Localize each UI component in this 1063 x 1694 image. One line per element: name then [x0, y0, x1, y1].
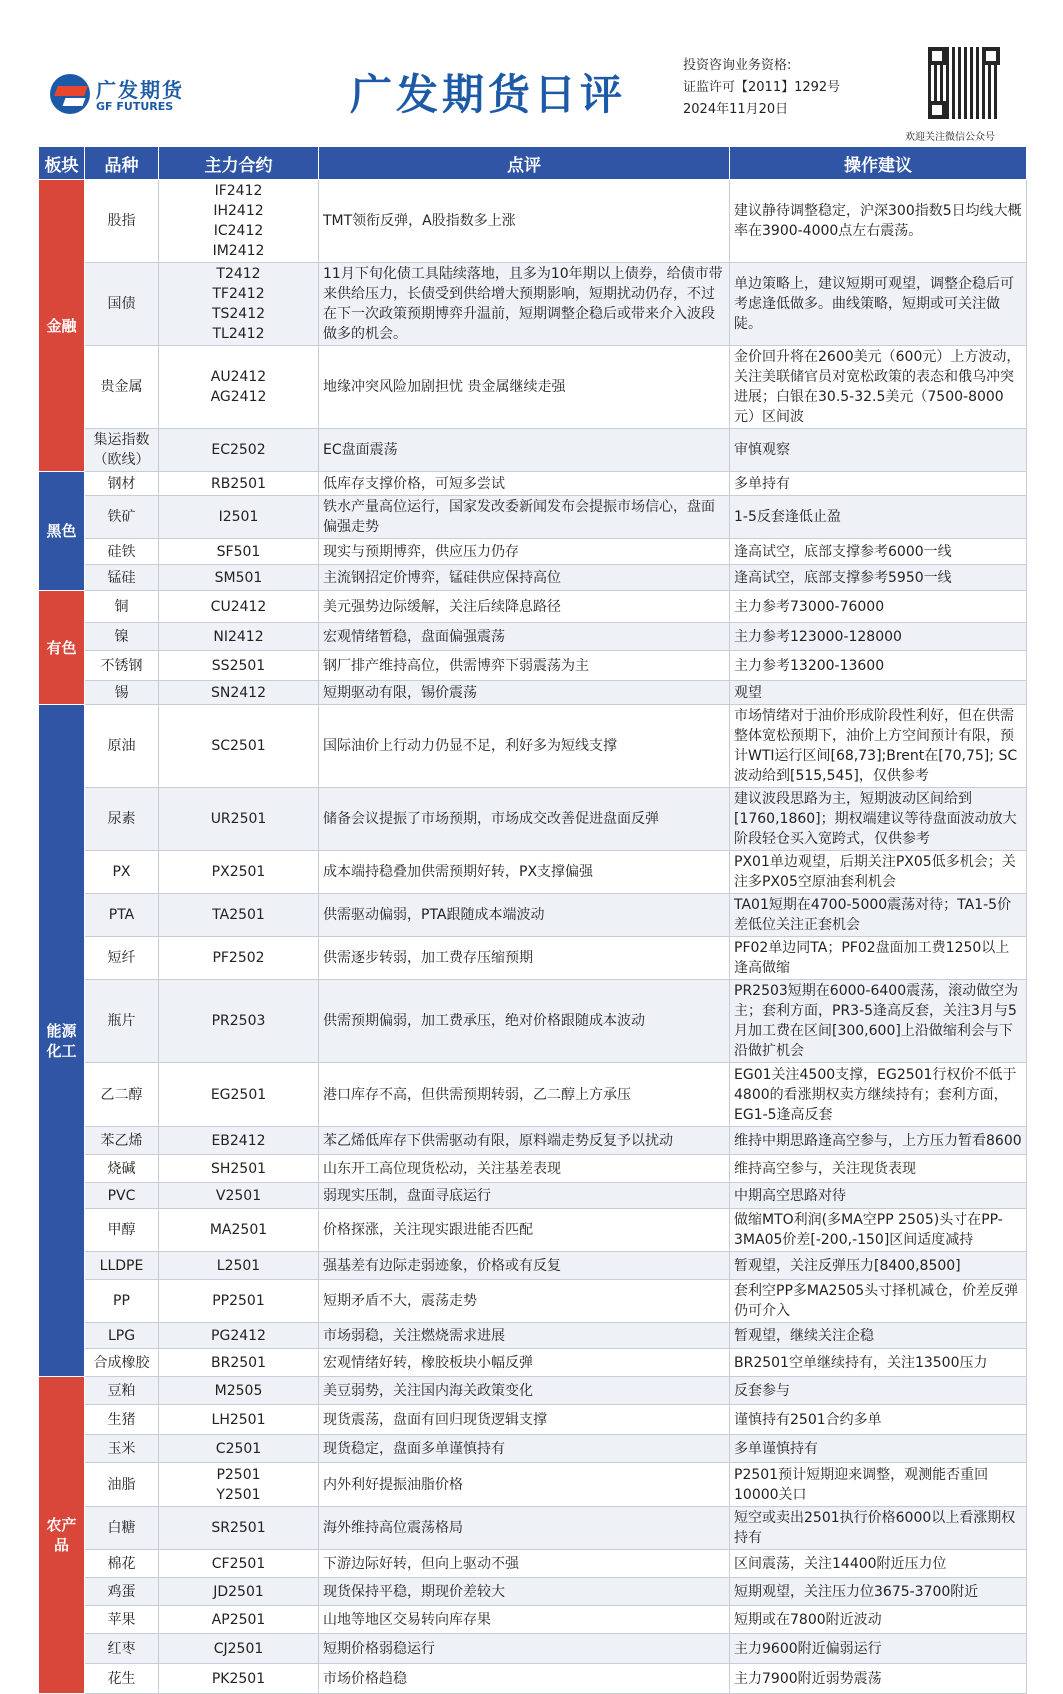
comment-cell: 市场弱稳，关注燃烧需求进展: [319, 1323, 730, 1349]
qr-caption: 欢迎关注微信公众号: [905, 132, 995, 143]
column-header-sector: 板块: [39, 147, 85, 180]
comment-cell: 储备会议提振了市场预期，市场成交改善促进盘面反弹: [319, 788, 730, 851]
advice-cell: 主力参考123000-128000: [730, 623, 1027, 651]
variety-cell: 镍: [85, 623, 159, 651]
advice-cell: 单边策略上，建议短期可观望，调整企稳后可考虑逢低做多。曲线策略，短期或可关注做陡。: [730, 263, 1027, 346]
variety-cell: 合成橡胶: [85, 1349, 159, 1377]
table-row: [39, 1377, 1027, 1405]
variety-cell: 铜: [85, 591, 159, 623]
contract-cell: P2501 Y2501: [159, 1463, 319, 1507]
comment-cell: 市场价格趋稳: [319, 1664, 730, 1694]
variety-cell: 不锈钢: [85, 651, 159, 681]
table-row: [39, 1405, 1027, 1435]
table-row: [39, 1435, 1027, 1463]
table-row: [39, 894, 1027, 937]
table-header-row: [39, 147, 1027, 180]
table-row: [39, 1323, 1027, 1349]
daily-review-table: [38, 146, 1027, 1694]
comment-cell: 下游边际好转，但向上驱动不强: [319, 1550, 730, 1578]
advice-cell: 反套参与: [730, 1377, 1027, 1405]
advice-cell: 观望: [730, 681, 1027, 705]
comment-cell: 铁水产量高位运行，国家发改委新闻发布会提振市场信心，盘面偏强走势: [319, 496, 730, 539]
variety-cell: LPG: [85, 1323, 159, 1349]
variety-cell: 铁矿: [85, 496, 159, 539]
comment-cell: TMT领衔反弹，A股指数多上涨: [319, 180, 730, 263]
table-row: [39, 180, 1027, 263]
advice-cell: 暂观望，关注反弹压力[8400,8500]: [730, 1252, 1027, 1280]
info-line-qualification: 投资咨询业务资格:: [683, 58, 792, 73]
advice-cell: PR2503短期在6000-6400震荡，滚动做空为主；套利方面，PR3-5逢高反套，关注3月与5月加工费在区间[300,600]上沿做缩利会与下沿做扩机会: [730, 980, 1027, 1063]
contract-cell: PG2412: [159, 1323, 319, 1349]
variety-cell: 白糖: [85, 1507, 159, 1550]
variety-cell: 钢材: [85, 472, 159, 496]
comment-cell: 主流钢招定价博弈，锰硅供应保持高位: [319, 565, 730, 591]
sector-cell: 有色: [39, 591, 85, 705]
comment-cell: 钢厂排产维持高位，供需博弈下弱震荡为主: [319, 651, 730, 681]
contract-cell: AP2501: [159, 1606, 319, 1634]
comment-cell: 供需预期偏弱，加工费承压，绝对价格跟随成本波动: [319, 980, 730, 1063]
table-row: [39, 851, 1027, 894]
comment-cell: 11月下旬化债工具陆续落地，且多为10年期以上债券，给债市带来供给压力，长债受到供给增大预期影响，短期扰动仍存，不过在下一次政策预期博弈升温前，短期调整企稳后或带来介入波段做多的机会。: [319, 263, 730, 346]
table-row: [39, 623, 1027, 651]
page-title: 广发期货日评: [350, 70, 627, 119]
comment-cell: 成本端持稳叠加供需预期好转，PX支撑偏强: [319, 851, 730, 894]
comment-cell: 低库存支撑价格，可短多尝试: [319, 472, 730, 496]
table-row: [39, 1606, 1027, 1634]
advice-cell: 建议静待调整稳定，沪深300指数5日均线大概率在3900-4000点左右震荡。: [730, 180, 1027, 263]
advice-cell: 维持高空参与，关注现货表现: [730, 1155, 1027, 1183]
contract-cell: PP2501: [159, 1280, 319, 1323]
advice-cell: TA01短期在4700-5000震荡对待；TA1-5价差低位关注正套机会: [730, 894, 1027, 937]
table-row: [39, 1463, 1027, 1507]
info-line-license: 证监许可【2011】1292号: [683, 80, 841, 95]
comment-cell: 苯乙烯低库存下供需驱动有限，原料端走势反复予以扰动: [319, 1127, 730, 1155]
variety-cell: 红枣: [85, 1634, 159, 1664]
variety-cell: PTA: [85, 894, 159, 937]
column-header-contract: 主力合约: [159, 147, 319, 180]
contract-cell: SS2501: [159, 651, 319, 681]
table-row: [39, 1578, 1027, 1606]
comment-cell: 国际油价上行动力仍显不足，利好多为短线支撑: [319, 705, 730, 788]
info-line-date: 2024年11月20日: [683, 102, 789, 117]
wechat-qr-code-icon: [928, 47, 1000, 119]
variety-cell: 硅铁: [85, 539, 159, 565]
variety-cell: 玉米: [85, 1435, 159, 1463]
table-row: [39, 496, 1027, 539]
contract-cell: L2501: [159, 1252, 319, 1280]
comment-cell: 供需驱动偏弱，PTA跟随成本端波动: [319, 894, 730, 937]
advice-cell: 逢高试空，底部支撑参考6000一线: [730, 539, 1027, 565]
table-row: [39, 1127, 1027, 1155]
advice-cell: 短空或卖出2501执行价格6000以上看涨期权持有: [730, 1507, 1027, 1550]
comment-cell: 美豆弱势，关注国内海关政策变化: [319, 1377, 730, 1405]
table-row: [39, 429, 1027, 472]
advice-cell: BR2501空单继续持有，关注13500压力: [730, 1349, 1027, 1377]
table-row: [39, 937, 1027, 980]
variety-cell: 瓶片: [85, 980, 159, 1063]
variety-cell: 锡: [85, 681, 159, 705]
table-row: [39, 1063, 1027, 1127]
table-row: [39, 681, 1027, 705]
contract-cell: EG2501: [159, 1063, 319, 1127]
advice-cell: PF02单边同TA；PF02盘面加工费1250以上逢高做缩: [730, 937, 1027, 980]
contract-cell: PX2501: [159, 851, 319, 894]
contract-cell: JD2501: [159, 1578, 319, 1606]
contract-cell: EB2412: [159, 1127, 319, 1155]
comment-cell: 短期驱动有限，锡价震荡: [319, 681, 730, 705]
comment-cell: 山东开工高位现货松动，关注基差表现: [319, 1155, 730, 1183]
table-row: [39, 591, 1027, 623]
variety-cell: 集运指数（欧线）: [85, 429, 159, 472]
table-row: [39, 263, 1027, 346]
comment-cell: 现货保持平稳，期现价差较大: [319, 1578, 730, 1606]
contract-cell: SH2501: [159, 1155, 319, 1183]
contract-cell: TA2501: [159, 894, 319, 937]
variety-cell: PP: [85, 1280, 159, 1323]
table-row: [39, 1664, 1027, 1694]
contract-cell: MA2501: [159, 1209, 319, 1252]
sector-cell: 能源化工: [39, 705, 85, 1377]
comment-cell: 短期价格弱稳运行: [319, 1634, 730, 1664]
sector-cell: 金融: [39, 180, 85, 472]
logo-chinese-name: 广发期货: [96, 78, 184, 102]
table-row: [39, 539, 1027, 565]
column-header-variety: 品种: [85, 147, 159, 180]
comment-cell: 价格探涨，关注现实跟进能否匹配: [319, 1209, 730, 1252]
comment-cell: 内外利好提振油脂价格: [319, 1463, 730, 1507]
comment-cell: 宏观情绪暂稳，盘面偏强震荡: [319, 623, 730, 651]
comment-cell: 弱现实压制，盘面寻底运行: [319, 1183, 730, 1209]
contract-cell: PK2501: [159, 1664, 319, 1694]
advice-cell: 主力9600附近偏弱运行: [730, 1634, 1027, 1664]
company-logo: [50, 70, 200, 120]
sector-cell: 黑色: [39, 472, 85, 591]
variety-cell: 尿素: [85, 788, 159, 851]
contract-cell: UR2501: [159, 788, 319, 851]
variety-cell: 油脂: [85, 1463, 159, 1507]
table-row: [39, 1183, 1027, 1209]
table-row: [39, 651, 1027, 681]
variety-cell: PX: [85, 851, 159, 894]
table-row: [39, 788, 1027, 851]
variety-cell: 短纤: [85, 937, 159, 980]
contract-cell: M2505: [159, 1377, 319, 1405]
contract-cell: SF501: [159, 539, 319, 565]
contract-cell: I2501: [159, 496, 319, 539]
contract-cell: AU2412 AG2412: [159, 346, 319, 429]
table-row: [39, 1634, 1027, 1664]
advice-cell: 套利空PP多MA2505头寸择机减仓，价差反弹仍可介入: [730, 1280, 1027, 1323]
contract-cell: RB2501: [159, 472, 319, 496]
table-row: [39, 1507, 1027, 1550]
sector-cell: 农产品: [39, 1377, 85, 1694]
comment-cell: EC盘面震荡: [319, 429, 730, 472]
variety-cell: PVC: [85, 1183, 159, 1209]
advice-cell: 做缩MTO利润(多MA空PP 2505)头寸在PP-3MA05价差[-200,-150]区间适度减持: [730, 1209, 1027, 1252]
comment-cell: 现货震荡，盘面有回归现货逻辑支撑: [319, 1405, 730, 1435]
comment-cell: 山地等地区交易转向库存果: [319, 1606, 730, 1634]
page-header: [0, 0, 1063, 145]
advice-cell: 维持中期思路逢高空参与，上方压力暂看8600: [730, 1127, 1027, 1155]
column-header-comment: 点评: [319, 147, 730, 180]
table-row: [39, 705, 1027, 788]
logo-mark-icon: [50, 74, 90, 114]
advice-cell: P2501预计短期迎来调整，观测能否重回10000关口: [730, 1463, 1027, 1507]
variety-cell: 烧碱: [85, 1155, 159, 1183]
advice-cell: 主力7900附近弱势震荡: [730, 1664, 1027, 1694]
variety-cell: 花生: [85, 1664, 159, 1694]
comment-cell: 短期矛盾不大，震荡走势: [319, 1280, 730, 1323]
table-row: [39, 565, 1027, 591]
comment-cell: 宏观情绪好转，橡胶板块小幅反弹: [319, 1349, 730, 1377]
advice-cell: 市场情绪对于油价形成阶段性利好，但在供需整体宽松预期下，油价上方空间预计有限，预计WTI运行区间[68,73];Brent在[70,75]; SC波动给到[515,545]，仅供参考: [730, 705, 1027, 788]
contract-cell: T2412 TF2412 TS2412 TL2412: [159, 263, 319, 346]
table-row: [39, 1280, 1027, 1323]
variety-cell: 苯乙烯: [85, 1127, 159, 1155]
contract-cell: BR2501: [159, 1349, 319, 1377]
logo-english-name: GF FUTURES: [96, 100, 174, 113]
qualification-info: [683, 55, 840, 121]
table-row: [39, 980, 1027, 1063]
variety-cell: 锰硅: [85, 565, 159, 591]
table-row: [39, 1349, 1027, 1377]
contract-cell: SM501: [159, 565, 319, 591]
advice-cell: 主力参考73000-76000: [730, 591, 1027, 623]
variety-cell: 乙二醇: [85, 1063, 159, 1127]
advice-cell: 短期或在7800附近波动: [730, 1606, 1027, 1634]
contract-cell: PF2502: [159, 937, 319, 980]
advice-cell: EG01关注4500支撑，EG2501行权价不低于4800的看涨期权卖方继续持有；套利方面，EG1-5逢高反套: [730, 1063, 1027, 1127]
table-row: [39, 1209, 1027, 1252]
table-row: [39, 1550, 1027, 1578]
table-row: [39, 472, 1027, 496]
advice-cell: 短期观望，关注压力位3675-3700附近: [730, 1578, 1027, 1606]
comment-cell: 供需逐步转弱，加工费存压缩预期: [319, 937, 730, 980]
variety-cell: 豆粕: [85, 1377, 159, 1405]
table-row: [39, 1155, 1027, 1183]
variety-cell: LLDPE: [85, 1252, 159, 1280]
variety-cell: 生猪: [85, 1405, 159, 1435]
comment-cell: 强基差有边际走弱迹象，价格或有反复: [319, 1252, 730, 1280]
advice-cell: 审慎观察: [730, 429, 1027, 472]
column-header-advice: 操作建议: [730, 147, 1027, 180]
advice-cell: 1-5反套逢低止盈: [730, 496, 1027, 539]
variety-cell: 原油: [85, 705, 159, 788]
contract-cell: NI2412: [159, 623, 319, 651]
advice-cell: 多单谨慎持有: [730, 1435, 1027, 1463]
table-row: [39, 1252, 1027, 1280]
contract-cell: IF2412 IH2412 IC2412 IM2412: [159, 180, 319, 263]
advice-cell: 金价回升将在2600美元（600元）上方波动，关注美联储官员对宽松政策的表态和俄乌冲突进展；白银在30.5-32.5美元（7500-8000元）区间波: [730, 346, 1027, 429]
comment-cell: 地缘冲突风险加剧担忧 贵金属继续走强: [319, 346, 730, 429]
variety-cell: 甲醇: [85, 1209, 159, 1252]
variety-cell: 棉花: [85, 1550, 159, 1578]
advice-cell: 建议波段思路为主，短期波动区间给到[1760,1860]；期权端建议等待盘面波动放大阶段轻仓买入宽跨式，仅供参考: [730, 788, 1027, 851]
table-row: [39, 346, 1027, 429]
contract-cell: EC2502: [159, 429, 319, 472]
advice-cell: PX01单边观望，后期关注PX05低多机会；关注多PX05空原油套利机会: [730, 851, 1027, 894]
variety-cell: 苹果: [85, 1606, 159, 1634]
variety-cell: 鸡蛋: [85, 1578, 159, 1606]
advice-cell: 主力参考13200-13600: [730, 651, 1027, 681]
contract-cell: CU2412: [159, 591, 319, 623]
comment-cell: 港口库存不高，但供需预期转弱，乙二醇上方承压: [319, 1063, 730, 1127]
variety-cell: 贵金属: [85, 346, 159, 429]
contract-cell: CJ2501: [159, 1634, 319, 1664]
advice-cell: 多单持有: [730, 472, 1027, 496]
contract-cell: PR2503: [159, 980, 319, 1063]
contract-cell: LH2501: [159, 1405, 319, 1435]
advice-cell: 区间震荡，关注14400附近压力位: [730, 1550, 1027, 1578]
comment-cell: 美元强势边际缓解，关注后续降息路径: [319, 591, 730, 623]
advice-cell: 逢高试空，底部支撑参考5950一线: [730, 565, 1027, 591]
contract-cell: CF2501: [159, 1550, 319, 1578]
advice-cell: 中期高空思路对待: [730, 1183, 1027, 1209]
comment-cell: 现实与预期博弈，供应压力仍存: [319, 539, 730, 565]
advice-cell: 谨慎持有2501合约多单: [730, 1405, 1027, 1435]
advice-cell: 暂观望，继续关注企稳: [730, 1323, 1027, 1349]
variety-cell: 国债: [85, 263, 159, 346]
contract-cell: C2501: [159, 1435, 319, 1463]
comment-cell: 海外维持高位震荡格局: [319, 1507, 730, 1550]
variety-cell: 股指: [85, 180, 159, 263]
contract-cell: SC2501: [159, 705, 319, 788]
contract-cell: SN2412: [159, 681, 319, 705]
contract-cell: SR2501: [159, 1507, 319, 1550]
contract-cell: V2501: [159, 1183, 319, 1209]
comment-cell: 现货稳定，盘面多单谨慎持有: [319, 1435, 730, 1463]
